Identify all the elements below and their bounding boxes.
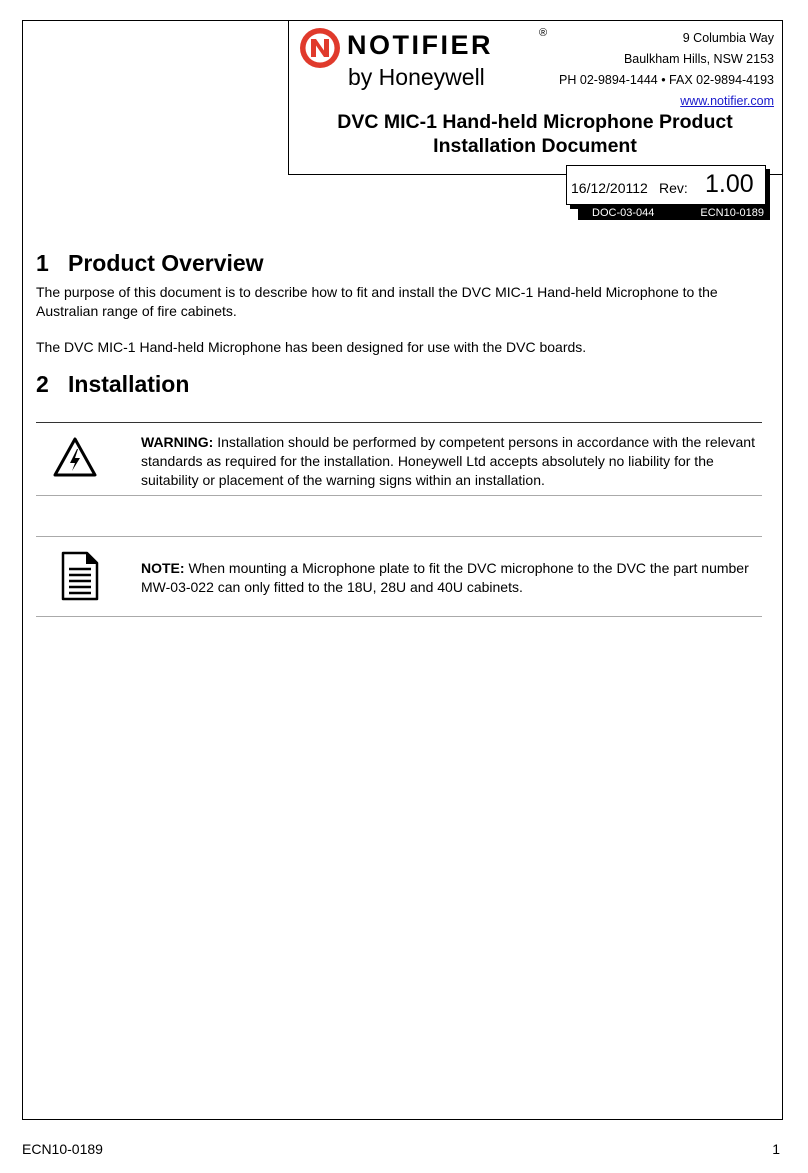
warning-label: WARNING: xyxy=(141,434,214,450)
overview-paragraph-2: The DVC MIC-1 Hand-held Microphone has been designed for use with the DVC boards. xyxy=(36,339,587,355)
document-title-line1: DVC MIC-1 Hand-held Microphone Product xyxy=(337,111,733,133)
registered-mark: ® xyxy=(539,27,548,39)
footer-page-number: 1 xyxy=(772,1141,780,1157)
revision-box xyxy=(566,165,766,205)
section-2-heading xyxy=(36,371,189,398)
section-2-title: Installation xyxy=(68,371,190,397)
logo-subtitle: by Honeywell xyxy=(348,64,485,90)
doc-number: DOC-03-044 xyxy=(592,207,655,219)
company-address xyxy=(559,28,774,112)
note-notice xyxy=(141,559,761,597)
document-title-line2: Installation Document xyxy=(433,135,637,157)
section-1-title: Product Overview xyxy=(68,250,264,276)
notifier-n-icon xyxy=(299,27,341,69)
note-document-icon xyxy=(60,551,100,601)
note-label: NOTE: xyxy=(141,560,185,576)
document-title xyxy=(300,110,770,158)
warning-top-rule xyxy=(36,422,762,423)
section-2-number: 2 xyxy=(36,371,49,397)
logo-brand-text: NOTIFIER xyxy=(347,30,493,60)
revision-date: 16/12/20112 xyxy=(571,180,648,196)
ecn-number: ECN10-0189 xyxy=(700,207,764,219)
note-bottom-rule xyxy=(36,616,762,617)
revision-number: 1.00 xyxy=(705,170,754,198)
section-1-heading xyxy=(36,250,264,277)
address-phone-fax: PH 02-9894-1444 • FAX 02-9894-4193 xyxy=(559,73,774,87)
electrical-warning-icon xyxy=(52,436,98,478)
section-1-number: 1 xyxy=(36,250,49,276)
warning-bottom-rule xyxy=(36,495,762,496)
website-link[interactable]: www.notifier.com xyxy=(680,94,774,108)
note-text: When mounting a Microphone plate to fit the DVC microphone to the DVC the part number MW-03-022 can only fitted to the 18U, 28U and 40U cabinets. xyxy=(141,560,749,595)
overview-paragraph-1: The purpose of this document is to describe how to fit and install the DVC MIC-1 Hand-held Microphone to the Australian range of fire cabinets. xyxy=(36,284,718,319)
notifier-logo xyxy=(299,27,559,97)
address-street: 9 Columbia Way xyxy=(682,31,774,45)
revision-label: Rev: xyxy=(659,180,688,196)
warning-notice xyxy=(141,433,761,490)
footer-ecn: ECN10-0189 xyxy=(22,1141,103,1157)
document-id-strip xyxy=(578,206,770,220)
note-top-rule xyxy=(36,536,762,537)
address-suburb: Baulkham Hills, NSW 2153 xyxy=(623,52,774,66)
warning-text: Installation should be performed by competent persons in accordance with the relevant standards as required for the installation. Honeywell Ltd accepts absolutely no liability for the suitability or placement of the warning signs within an installation. xyxy=(141,434,755,488)
